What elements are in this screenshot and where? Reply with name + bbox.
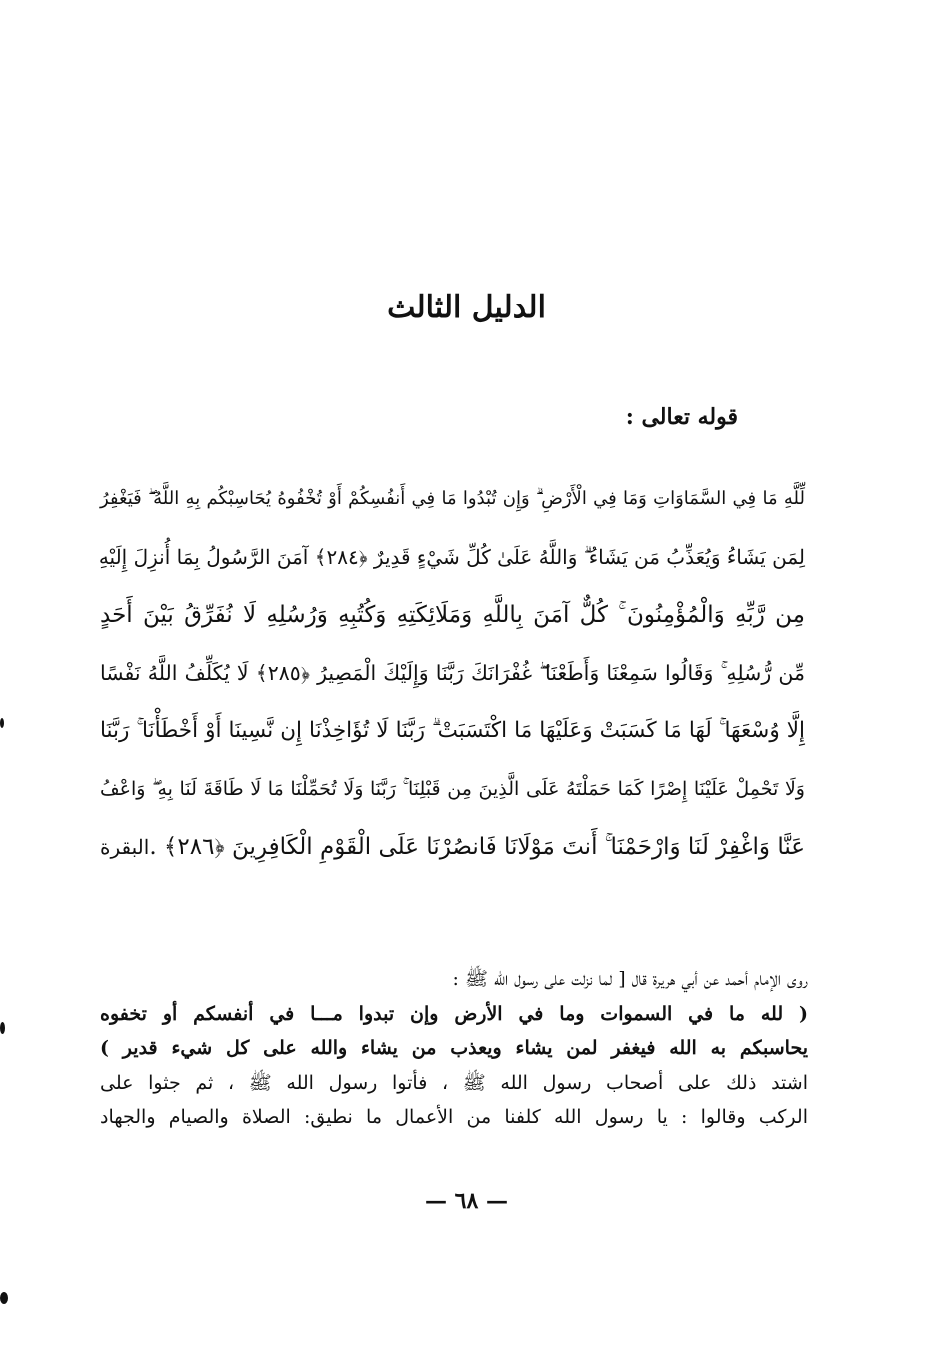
scan-speck [0, 718, 4, 728]
verse-line: مِن رَّبِّهِ وَالْمُؤْمِنُونَ ۚ كُلٌّ آمَنَ بِاللَّهِ وَمَلَائِكَتِهِ وَكُتُبِهِ وَرُسُلِهِ لَا نُفَرِّقُ بَيْنَ أَحَدٍ [100, 602, 805, 628]
page-number: — ٦٨ — [425, 1188, 508, 1214]
verse-line: مِّن رُّسُلِهِ ۚ وَقَالُوا سَمِعْنَا وَأَطَعْنَا ۖ غُفْرَانَكَ رَبَّنَا وَإِلَيْكَ الْمَصِيرُ ﴿٢٨٥﴾ لَا يُكَلِّفُ اللَّهُ نَفْسًا [100, 661, 805, 685]
hadith-line: يحاسبكم به الله فيغفر لمن يشاء ويعذب من يشاء والله على كل شيء قدير ) [100, 1037, 808, 1059]
hadith-paragraph [100, 962, 808, 1135]
scan-speck [0, 1022, 5, 1034]
hadith-line: روى الإمام أحمد عن أبي هريرة قال [ لما نزلت على رسول الله ﷺ : [452, 968, 808, 990]
hadith-line: الركب وقالوا : يا رسول الله كلفنا من الأعمال ما نطيق: الصلاة والصيام والجهاد [100, 1106, 808, 1128]
intro-label: قوله تعالى : [625, 404, 738, 430]
verse-line: لِّلَّهِ مَا فِي السَّمَاوَاتِ وَمَا فِي الْأَرْضِ ۗ وَإِن تُبْدُوا مَا فِي أَنفُسِكُمْ أَوْ تُخْفُوهُ يُحَاسِبْكُم بِهِ اللَّهُ ۖ فَيَغْفِرُ [100, 488, 805, 509]
verse-line: إِلَّا وُسْعَهَا ۚ لَهَا مَا كَسَبَتْ وَعَلَيْهَا مَا اكْتَسَبَتْ ۗ رَبَّنَا لَا تُؤَاخِذْنَا إِن نَّسِينَا أَوْ أَخْطَأْنَا ۚ رَبَّنَا [100, 718, 805, 743]
surah-reference: البقرة [100, 835, 150, 859]
scan-speck [0, 1292, 8, 1304]
hadith-line: ( لله ما في السموات وما في الأرض وإن تبدوا مـــا في أنفسكم أو تخفوه [100, 1002, 808, 1025]
verse-text: عَنَّا وَاغْفِرْ لَنَا وَارْحَمْنَا ۚ أَنتَ مَوْلَانَا فَانصُرْنَا عَلَى الْقَوْمِ الْكَافِرِينَ ﴿٢٨٦﴾ . [149, 834, 805, 860]
verse-line: وَلَا تَحْمِلْ عَلَيْنَا إِصْرًا كَمَا حَمَلْتَهُ عَلَى الَّذِينَ مِن قَبْلِنَا ۚ رَبَّنَا وَلَا تُحَمِّلْنَا مَا لَا طَاقَةَ لَنَا بِهِ ۖ وَاعْفُ [100, 778, 805, 800]
chapter-title: الدليل الثالث [387, 290, 546, 325]
verse-line: لِمَن يَشَاءُ وَيُعَذِّبُ مَن يَشَاءُ ۗ وَاللَّهُ عَلَىٰ كُلِّ شَيْءٍ قَدِيرٌ ﴿٢٨٤﴾ آمَنَ الرَّسُولُ بِمَا أُنزِلَ إِلَيْهِ [98, 545, 805, 569]
quran-verses [100, 470, 805, 876]
hadith-line: اشتد ذلك على أصحاب رسول الله ﷺ ، فأتوا رسول الله ﷺ ، ثم جثوا على [100, 1071, 808, 1094]
verse-line-last [100, 818, 805, 876]
